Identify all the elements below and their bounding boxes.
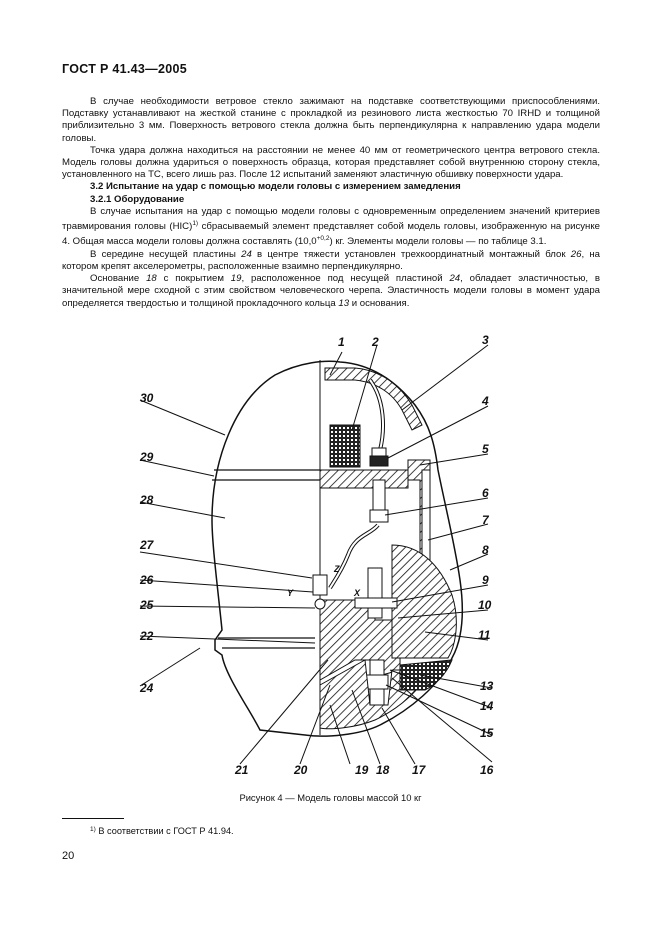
figure-caption: Рисунок 4 — Модель головы массой 10 кг xyxy=(239,792,422,803)
label-22: 22 xyxy=(140,629,154,643)
paragraph-1: В случае необходимости ветровое стекло зажимают на подставке соответствующими приспособлениями. Подставку устанавливают на жесткой станине с прокладкой из резинового листа жесткостью 70 IRHD и толщиной приблизительно 3 мм. Поверхность ветрового стекла должна быть перпендикулярна к направлению удара модели головы. xyxy=(62,96,600,144)
paragraph-4: В середине несущей пластины 24 в центре тяжести установлен трехкоординатный монтажный блок 26, на котором крепят акселерометры, расположенные взаимно перпендикулярно. xyxy=(62,248,600,273)
label-14: 14 xyxy=(480,699,494,713)
label-20: 20 xyxy=(294,763,308,777)
section-heading-3-2: 3.2 Испытание на удар с помощью модели головы с измерением замедления xyxy=(90,181,461,193)
lower-bolt-head xyxy=(366,675,388,689)
axis-y: Y xyxy=(287,588,294,598)
footnote-rule xyxy=(62,818,124,819)
sensor-25 xyxy=(315,599,325,609)
label-2: 2 xyxy=(372,335,379,349)
head-model-drawing xyxy=(130,330,510,780)
axis-z: Z xyxy=(334,564,340,574)
label-17: 17 xyxy=(412,763,426,777)
connector-1 xyxy=(372,448,386,456)
right-lower-hatched xyxy=(392,545,456,658)
document-header: ГОСТ Р 41.43—2005 xyxy=(62,62,187,76)
axis-x: X xyxy=(354,588,361,598)
page-number: 20 xyxy=(62,850,75,862)
label-1: 1 xyxy=(338,335,345,349)
label-21: 21 xyxy=(235,763,249,777)
ring-13-grid xyxy=(400,660,452,690)
label-24: 24 xyxy=(140,681,154,695)
connector-2 xyxy=(370,456,388,466)
label-11: 11 xyxy=(478,628,491,642)
label-28: 28 xyxy=(140,493,154,507)
paragraph-3: В случае испытания на удар с помощью модели головы с одновременным определением значений критериев травмирования головы (HIC)$^{1)}$ сбрасываемый элемент представляет собой модель головы, изображенную на рисунке 4. Общая масса модели головы должна составлять $(10,0^{+0,2})$ кг. Элементы модели головы — по таблице 3.1. xyxy=(62,205,600,248)
label-4: 4 xyxy=(482,394,489,408)
label-18: 18 xyxy=(376,763,390,777)
label-15: 15 xyxy=(480,726,494,740)
label-29: 29 xyxy=(140,450,154,464)
label-9: 9 xyxy=(482,573,489,587)
label-7: 7 xyxy=(482,513,489,527)
block-2-grid xyxy=(330,425,360,467)
label-16: 16 xyxy=(480,763,494,777)
paragraph-2: Точка удара должна находиться на расстоянии не менее 40 мм от геометрического центра ветрового стекла. Модель головы должна удариться о поверхность образца, которая представляет собой внутреннюю сторону стекла, установленного на ТС, всего лишь раз. После 12 испытаний заменяют эластичную обшивку поверхности удара. xyxy=(62,144,600,181)
head-model-figure xyxy=(130,330,510,780)
label-5: 5 xyxy=(482,442,489,456)
mass-tolerance: +0,2 xyxy=(316,235,330,243)
body-text xyxy=(62,96,600,310)
label-3: 3 xyxy=(482,333,489,347)
top-cap-hatched xyxy=(325,368,422,430)
label-19: 19 xyxy=(355,763,369,777)
section-heading-3-2-1: 3.2.1 Оборудование xyxy=(90,193,185,205)
label-6: 6 xyxy=(482,486,489,500)
label-13: 13 xyxy=(480,679,494,693)
label-25: 25 xyxy=(140,598,154,612)
footnote: $^{1)}$ В соответствии с ГОСТ Р 41.94. xyxy=(90,826,234,836)
connector-3 xyxy=(373,480,385,510)
label-10: 10 xyxy=(478,598,492,612)
central-bolt xyxy=(368,568,382,618)
paragraph-5: Основание 18 с покрытием 19, расположенное под несущей пластиной 24, обладает эластичностью, в значительной мере сходной с этим свойством человеческого черепа. Эластичность модели головы в момент удара определяется твердостью и толщиной прокладочного кольца 13 и основания. xyxy=(62,273,601,309)
label-27: 27 xyxy=(140,538,154,552)
label-30: 30 xyxy=(140,391,154,405)
footnote-ref: 1) xyxy=(192,220,199,228)
connector-4 xyxy=(370,510,388,522)
bolt-plate xyxy=(355,598,397,608)
label-26: 26 xyxy=(140,573,154,587)
block-26 xyxy=(313,575,327,595)
label-8: 8 xyxy=(482,543,489,557)
